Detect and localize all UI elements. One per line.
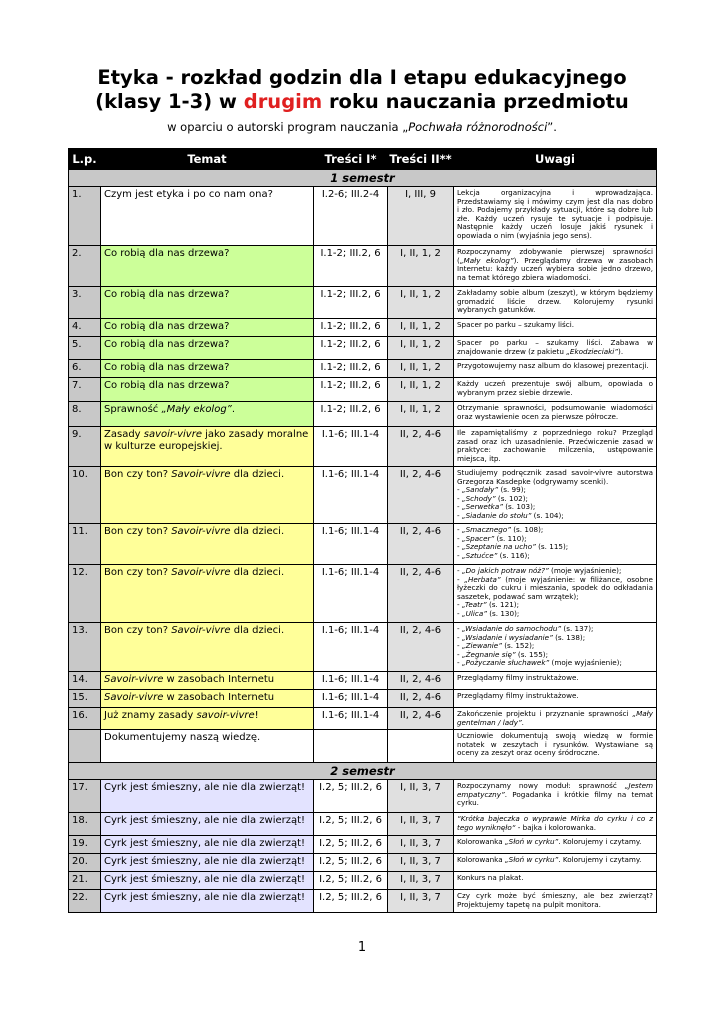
table-row — [69, 672, 657, 690]
row-notes — [454, 524, 657, 565]
program-name: Pochwała różnorodności — [408, 120, 548, 134]
note-text: . Pogadanka i krótkie filmy na temat cyrku. — [457, 789, 653, 808]
row-number: 6. — [69, 360, 101, 378]
row-notes: Uczniowie dokumentują swoją wiedzę w formie notatek w zeszytach i rysunków. Wystawiane są oceny za zeszyt oraz oceny śródroczne. — [454, 730, 657, 763]
table-row — [69, 565, 657, 623]
note-text: (s. 130); — [486, 608, 520, 618]
row-notes — [454, 813, 657, 836]
row-content-2: II, 2, 4-6 — [388, 467, 454, 524]
row-content-1: I.1-6; III.1-4 — [314, 672, 388, 690]
note-italic: „Mały ekolog” — [459, 255, 514, 265]
note-italic: „Ekodzieciaki” — [566, 346, 619, 356]
row-topic: Co robią dla nas drzewa? — [101, 319, 314, 337]
note-italic: „Żegnanie się” — [461, 649, 516, 659]
note-item: - „Ulica” (s. 130); — [457, 608, 520, 618]
row-topic: Dokumentujemy naszą wiedzę. — [101, 730, 314, 763]
row-content-1: I.1-2; III.2, 6 — [314, 287, 388, 319]
note-italic: „Wsiadanie i wysiadanie” — [461, 632, 553, 642]
row-number: 1. — [69, 187, 101, 246]
row-topic — [101, 565, 314, 623]
row-content-2: II, 2, 4-6 — [388, 524, 454, 565]
row-content-1: I.1-6; III.1-4 — [314, 690, 388, 708]
row-topic: Cyrk jest śmieszny, ale nie dla zwierząt! — [101, 836, 314, 854]
title-line-2-start: (klasy 1-3) w — [95, 90, 244, 113]
topic-italic: savoir-vivre — [196, 710, 255, 721]
topic-text: dla dzieci. — [230, 526, 285, 537]
row-topic — [101, 690, 314, 708]
row-notes: Zakładamy sobie album (zeszyt), w którym będziemy gromadzić liście drzew. Kolorujemy rysunki wybranych gatunków. — [454, 287, 657, 319]
row-content-2: I, II, 1, 2 — [388, 360, 454, 378]
table-row — [69, 836, 657, 854]
row-content-1: I.1-2; III.2, 6 — [314, 337, 388, 360]
semester-label: 2 semestr — [69, 763, 657, 780]
row-content-2: I, II, 3, 7 — [388, 872, 454, 890]
row-content-2: I, II, 3, 7 — [388, 813, 454, 836]
topic-text: w zasobach Internetu — [163, 674, 275, 685]
note-text: (s. 103); — [502, 502, 536, 512]
subtitle-text: w oparciu o autorski program nauczania „ — [167, 120, 409, 134]
row-number: 20. — [69, 854, 101, 872]
row-number — [69, 730, 101, 763]
table-row — [69, 337, 657, 360]
row-notes: Ile zapamiętaliśmy z poprzedniego roku? Przegląd zasad oraz ich uzasadnienie. Przećwiczenie zasad w praktyce: zachowanie milczenia, ustępowanie miejsca, itp. — [454, 427, 657, 467]
row-number: 21. — [69, 872, 101, 890]
row-content-2: II, 2, 4-6 — [388, 565, 454, 623]
row-content-2: I, II, 1, 2 — [388, 378, 454, 402]
note-text: (s. 108); — [510, 525, 544, 534]
table-row — [69, 287, 657, 319]
note-item: - „Smacznego” (s. 108); — [457, 525, 544, 534]
note-italic: “Krótka bajeczka o wyprawie Mirka do cyrku i co z tego wyniknęło“ — [457, 814, 653, 832]
note-text: (moje wyjaśnienie); — [548, 566, 622, 575]
note-item: - „Sztućce” (s. 116); — [457, 550, 530, 560]
table-row — [69, 780, 657, 813]
row-content-2 — [388, 730, 454, 763]
row-topic — [101, 467, 314, 524]
note-item: - „Pożyczanie słuchawek” (moje wyjaśnienie); — [457, 658, 622, 668]
row-number: 14. — [69, 672, 101, 690]
topic-text: . — [231, 404, 236, 415]
row-content-1: I.2, 5; III.2, 6 — [314, 813, 388, 836]
row-topic: Co robią dla nas drzewa? — [101, 378, 314, 402]
header-notes: Uwagi — [454, 149, 657, 170]
row-notes: Przeglądamy filmy instruktażowe. — [454, 672, 657, 690]
row-content-1 — [314, 730, 388, 763]
note-text: (moje wyjaśnienie: w filiżance, osobne łyżeczki do cukru i mieszania, spodek do odkładania saszetek, podawać sam wrzątek); — [457, 574, 653, 601]
note-italic: „Szeptanie na ucho” — [461, 542, 536, 552]
row-content-2: I, II, 1, 2 — [388, 287, 454, 319]
row-content-1: I.1-6; III.1-4 — [314, 427, 388, 467]
note-italic: „Ziewanie” — [461, 641, 502, 651]
row-notes — [454, 836, 657, 854]
row-notes: Konkurs na plakat. — [454, 872, 657, 890]
note-italic: „Ulica” — [461, 608, 487, 618]
note-item: - „Herbata” (moje wyjaśnienie: w filiżance, osobne łyżeczki do cukru i mieszania, spodek do odkładania saszetek, podawać sam wrzątek); — [457, 574, 653, 601]
header-content-2: Treści II** — [388, 149, 454, 170]
table-row — [69, 890, 657, 913]
row-notes: Spacer po parku – szukamy liści. — [454, 319, 657, 337]
note-italic: „Słoń w cyrku” — [504, 837, 559, 846]
topic-text: Bon czy ton? — [104, 625, 172, 636]
semester-label: 1 semestr — [69, 170, 657, 187]
note-text: - bajka i kolorowanka. — [515, 822, 597, 832]
note-italic: „Mały gentelman / lady” — [457, 709, 653, 727]
row-notes — [454, 467, 657, 524]
table-row — [69, 402, 657, 427]
row-topic — [101, 672, 314, 690]
topic-italic: Savoir-vivre — [171, 625, 231, 636]
row-content-1: I.1-2; III.2, 6 — [314, 360, 388, 378]
note-text: (s. 121); — [486, 600, 520, 610]
row-notes: Przygotowujemy nasz album do klasowej prezentacji. — [454, 360, 657, 378]
row-number: 5. — [69, 337, 101, 360]
note-text: . Kolorujemy i czytamy. — [558, 837, 642, 846]
note-item: - „Schody” (s. 102); — [457, 493, 528, 503]
row-topic: Cyrk jest śmieszny, ale nie dla zwierząt! — [101, 780, 314, 813]
row-topic: Co robią dla nas drzewa? — [101, 360, 314, 378]
topic-text: Bon czy ton? — [104, 567, 172, 578]
row-notes — [454, 708, 657, 730]
row-notes — [454, 854, 657, 872]
topic-text: Bon czy ton? — [104, 526, 172, 537]
note-item: - „Żegnanie się” (s. 155); — [457, 649, 548, 659]
row-number: 11. — [69, 524, 101, 565]
row-number: 8. — [69, 402, 101, 427]
table-row — [69, 319, 657, 337]
row-topic: Cyrk jest śmieszny, ale nie dla zwierząt! — [101, 890, 314, 913]
note-italic: „Sztućce” — [461, 550, 498, 560]
row-content-1: I.1-6; III.1-4 — [314, 623, 388, 672]
row-content-2: I, II, 1, 2 — [388, 402, 454, 427]
title-highlight: drugim — [243, 90, 323, 113]
row-content-1: I.1-6; III.1-4 — [314, 524, 388, 565]
row-number: 10. — [69, 467, 101, 524]
note-item: - „Wsiadanie i wysiadanie” (s. 138); — [457, 632, 586, 642]
note-text: Rozpoczynamy zdobywanie pierwszej sprawności ( — [457, 247, 653, 265]
note-italic: „Jestem empatyczny” — [457, 781, 653, 799]
row-number: 19. — [69, 836, 101, 854]
row-number: 22. — [69, 890, 101, 913]
header-content-1: Treści I* — [314, 149, 388, 170]
note-italic: „Teatr” — [461, 600, 487, 610]
note-italic: „Wsiadanie do samochodu” — [461, 624, 562, 633]
table-row — [69, 524, 657, 565]
row-number: 16. — [69, 708, 101, 730]
row-content-2: II, 2, 4-6 — [388, 708, 454, 730]
row-topic: Co robią dla nas drzewa? — [101, 287, 314, 319]
table-row — [69, 730, 657, 763]
topic-text: w zasobach Internetu — [163, 692, 275, 703]
table-header — [69, 149, 657, 170]
row-topic: Cyrk jest śmieszny, ale nie dla zwierząt! — [101, 872, 314, 890]
row-topic — [101, 402, 314, 427]
table-row — [69, 360, 657, 378]
note-italic: „Słoń w cyrku” — [504, 855, 559, 864]
row-content-2: I, II, 1, 2 — [388, 246, 454, 287]
row-content-2: I, II, 3, 7 — [388, 890, 454, 913]
note-item: - „Teatr” (s. 121); — [457, 600, 520, 610]
topic-text: Bon czy ton? — [104, 469, 172, 480]
note-italic: „Sandały” — [461, 485, 499, 495]
row-notes — [454, 780, 657, 813]
table-row — [69, 427, 657, 467]
topic-italic: Savoir-vivre — [171, 567, 231, 578]
title-line-2-end: roku nauczania przedmiotu — [322, 90, 629, 113]
row-topic — [101, 708, 314, 730]
row-notes — [454, 623, 657, 672]
note-text: ). — [618, 346, 624, 356]
subtitle-end: ”. — [547, 120, 557, 134]
note-item: - „Wsiadanie do samochodu” (s. 137); — [457, 624, 594, 633]
topic-italic: savoir-vivre — [143, 429, 202, 440]
row-notes: Każdy uczeń prezentuje swój album, opowiada o wybranym przez siebie drzewie. — [454, 378, 657, 402]
semester-row — [69, 170, 657, 187]
topic-italic: Savoir-vivre — [171, 526, 231, 537]
topic-text: Zasady — [104, 429, 144, 440]
row-topic: Cyrk jest śmieszny, ale nie dla zwierząt! — [101, 813, 314, 836]
note-text: . Kolorujemy i czytamy. — [558, 855, 642, 864]
note-text: (s. 115); — [535, 542, 569, 552]
note-text: (s. 137); — [561, 624, 594, 633]
note-italic: „Schody” — [461, 493, 496, 503]
note-text: (s. 116); — [497, 550, 530, 560]
topic-text: Już znamy zasady — [104, 710, 197, 721]
row-number: 3. — [69, 287, 101, 319]
note-italic: „Smacznego” — [461, 525, 511, 534]
table-row — [69, 467, 657, 524]
table-row — [69, 854, 657, 872]
topic-text: Sprawność — [104, 404, 162, 415]
note-text: Studiujemy podręcznik zasad savoir-vivre autorstwa Grzegorza Kasdepke (odgrywamy scenki). — [457, 468, 653, 486]
row-number: 12. — [69, 565, 101, 623]
row-content-2: I, II, 1, 2 — [388, 319, 454, 337]
row-notes: Czy cyrk może być śmieszny, ale bez zwierząt? Projektujemy tapetę na pulpit monitora. — [454, 890, 657, 913]
row-notes: Lekcja organizacyjna i wprowadzająca. Przedstawiamy się i mówimy czym jest dla nas dobro i zło. Podajemy przykłady sytuacji, które są dobre lub złe. Każdy uczeń rysuje te sytuacje i podpisuje. Następnie każdy uczeń losuje jakiś rysunek i opowiada o nim (wyjaśnia jego sens). — [454, 187, 657, 246]
table-row — [69, 708, 657, 730]
note-italic: „Herbata” — [464, 574, 501, 584]
row-content-2: I, II, 1, 2 — [388, 337, 454, 360]
schedule-table — [68, 148, 657, 913]
note-text: ). Przeglądamy drzewa w zasobach Internetu: każdy uczeń wybiera sobie jedno drzewo, na temat którego zbiera wiadomości. — [457, 255, 654, 282]
table-row — [69, 623, 657, 672]
row-topic: Co robią dla nas drzewa? — [101, 246, 314, 287]
row-content-2: II, 2, 4-6 — [388, 427, 454, 467]
row-notes — [454, 246, 657, 287]
page-number: 1 — [357, 940, 367, 955]
table-row — [69, 187, 657, 246]
note-italic: „Pożyczanie słuchawek” — [461, 658, 550, 668]
topic-italic: Savoir-vivre — [171, 469, 231, 480]
title-line-1: Etyka - rozkład godzin dla I etapu edukacyjnego — [97, 66, 627, 89]
row-content-1: I.1-2; III.2, 6 — [314, 246, 388, 287]
row-number: 15. — [69, 690, 101, 708]
note-text: Kolorowanka — [457, 855, 505, 864]
header-lp: L.p. — [69, 149, 101, 170]
row-content-2: II, 2, 4-6 — [388, 690, 454, 708]
topic-text: jako zasady moralne w kulturze europejskiej. — [104, 429, 309, 452]
note-italic: „Spacer” — [461, 533, 495, 543]
row-content-2: I, III, 9 — [388, 187, 454, 246]
row-number: 9. — [69, 427, 101, 467]
note-text: (moje wyjaśnienie); — [549, 658, 622, 668]
row-number: 17. — [69, 780, 101, 813]
row-content-1: I.2, 5; III.2, 6 — [314, 780, 388, 813]
row-content-1: I.1-2; III.2, 6 — [314, 378, 388, 402]
note-text: Kolorowanka — [457, 837, 505, 846]
table-row — [69, 246, 657, 287]
row-content-2: I, II, 3, 7 — [388, 836, 454, 854]
row-notes: Przeglądamy filmy instruktażowe. — [454, 690, 657, 708]
row-content-2: II, 2, 4-6 — [388, 623, 454, 672]
topic-italic: Savoir-vivre — [104, 692, 164, 703]
row-content-1: I.1-6; III.1-4 — [314, 467, 388, 524]
row-topic — [101, 623, 314, 672]
row-topic — [101, 524, 314, 565]
note-text: (s. 110); — [494, 533, 527, 543]
note-item: - „Do jakich potraw nóż?” (moje wyjaśnienie); — [457, 566, 622, 575]
note-text: Zakończenie projektu i przyznanie sprawności — [457, 709, 633, 718]
note-text: (s. 155); — [515, 649, 548, 659]
note-italic: „Siadanie do stołu” — [461, 510, 532, 520]
subtitle — [0, 120, 724, 134]
row-number: 18. — [69, 813, 101, 836]
table-row — [69, 813, 657, 836]
note-text: (s. 138); — [552, 632, 586, 642]
row-content-1: I.2, 5; III.2, 6 — [314, 872, 388, 890]
row-notes — [454, 337, 657, 360]
topic-text: dla dzieci. — [230, 625, 285, 636]
row-content-1: I.1-6; III.1-4 — [314, 565, 388, 623]
note-item: - „Sandały” (s. 99); — [457, 485, 526, 495]
note-text: (s. 102); — [495, 493, 528, 503]
row-topic: Co robią dla nas drzewa? — [101, 337, 314, 360]
note-text: Spacer po parku – szukamy liści. Zabawa w znajdowanie drzew (z pakietu — [457, 338, 653, 356]
topic-text: dla dzieci. — [230, 469, 285, 480]
note-italic: „Serwetka” — [461, 502, 503, 512]
row-content-2: II, 2, 4-6 — [388, 672, 454, 690]
row-content-1: I.2, 5; III.2, 6 — [314, 836, 388, 854]
row-content-2: I, II, 3, 7 — [388, 780, 454, 813]
semester-row — [69, 763, 657, 780]
row-number: 7. — [69, 378, 101, 402]
row-content-1: I.2, 5; III.2, 6 — [314, 890, 388, 913]
note-item: - „Siadanie do stołu” (s. 104); — [457, 510, 564, 520]
row-content-1: I.1-6; III.1-4 — [314, 708, 388, 730]
note-item: - „Serwetka” (s. 103); — [457, 502, 536, 512]
row-topic: Cyrk jest śmieszny, ale nie dla zwierząt! — [101, 854, 314, 872]
note-item: - „Spacer” (s. 110); — [457, 533, 527, 543]
topic-italic: „Mały ekolog” — [161, 404, 232, 415]
topic-text: ! — [254, 710, 259, 721]
table-row — [69, 690, 657, 708]
row-topic: Czym jest etyka i po co nam ona? — [101, 187, 314, 246]
note-item: - „Szeptanie na ucho” (s. 115); — [457, 542, 569, 552]
table-row — [69, 378, 657, 402]
row-content-1: I.1-2; III.2, 6 — [314, 319, 388, 337]
topic-italic: Savoir-vivre — [104, 674, 164, 685]
row-content-1: I.1-2; III.2, 6 — [314, 402, 388, 427]
note-text: (s. 104); — [531, 510, 564, 520]
topic-text: dla dzieci. — [230, 567, 285, 578]
row-number: 13. — [69, 623, 101, 672]
header-topic: Temat — [101, 149, 314, 170]
row-content-1: I.2-6; III.2-4 — [314, 187, 388, 246]
page-title — [0, 66, 724, 114]
row-number: 4. — [69, 319, 101, 337]
note-text: (s. 152); — [501, 641, 535, 651]
row-notes — [454, 565, 657, 623]
note-text: . — [521, 717, 524, 727]
note-text: Rozpoczynamy nowy moduł: sprawność — [457, 781, 625, 790]
note-item: - „Ziewanie” (s. 152); — [457, 641, 535, 651]
note-text: (s. 99); — [498, 485, 526, 495]
row-content-2: I, II, 3, 7 — [388, 854, 454, 872]
table-row — [69, 872, 657, 890]
row-notes: Otrzymanie sprawności, podsumowanie wiadomości oraz wystawienie ocen za pierwsze półrocze. — [454, 402, 657, 427]
row-number: 2. — [69, 246, 101, 287]
row-topic — [101, 427, 314, 467]
note-italic: „Do jakich potraw nóż?” — [461, 566, 549, 575]
row-content-1: I.2, 5; III.2, 6 — [314, 854, 388, 872]
